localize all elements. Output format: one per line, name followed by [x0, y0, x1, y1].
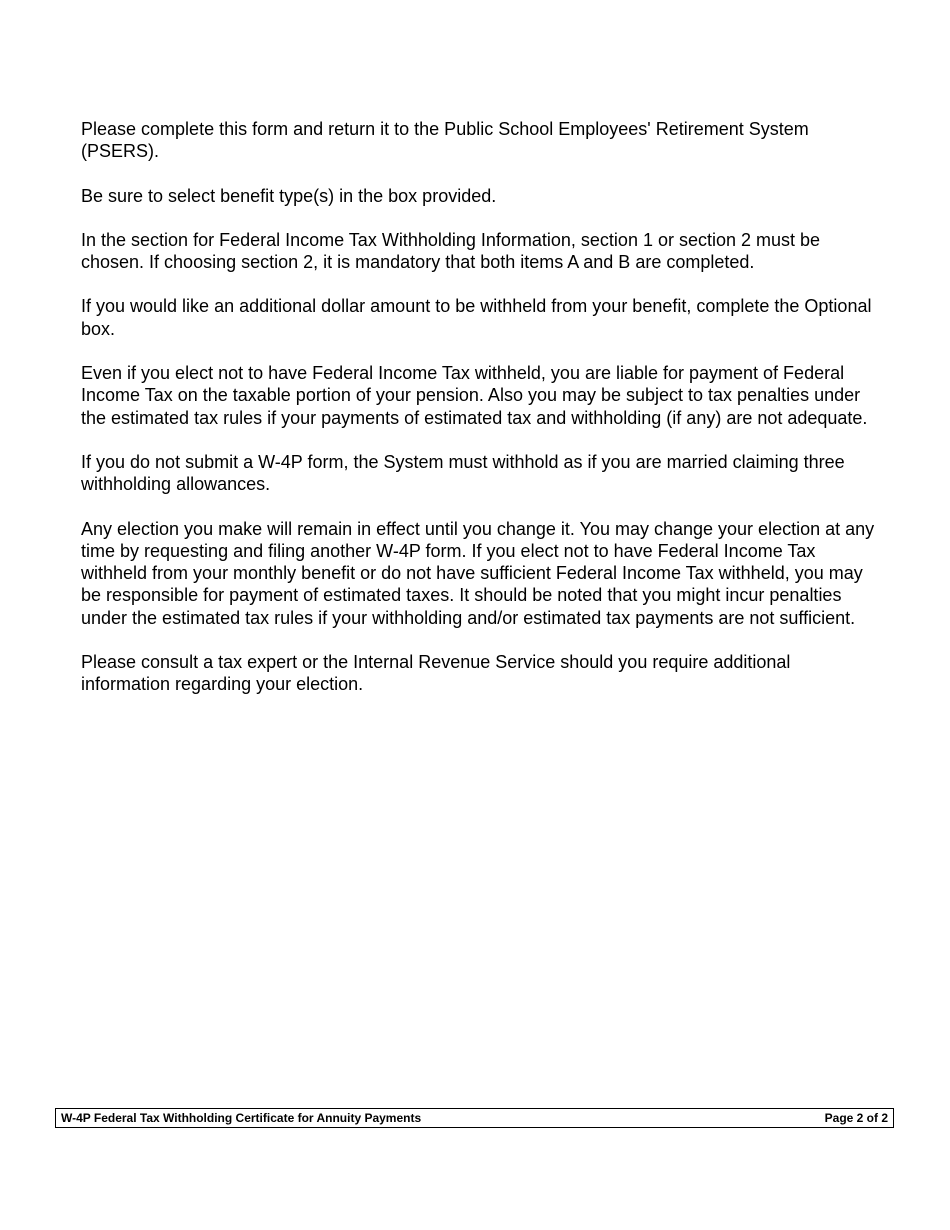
- page-footer: [55, 1108, 894, 1128]
- footer-form-title: W-4P Federal Tax Withholding Certificate for Annuity Payments: [61, 1111, 422, 1125]
- paragraph-benefit-type: Be sure to select benefit type(s) in the box provided.: [81, 185, 497, 206]
- paragraph-optional-box: If you would like an additional dollar amount to be withheld from your benefit, complete the Optional box.: [81, 296, 872, 339]
- instructions-body: [81, 118, 881, 718]
- paragraph-default-withholding: If you do not submit a W-4P form, the System must withhold as if you are married claiming three withholding allowances.: [81, 451, 845, 495]
- footer-page-number: Page 2 of 2: [824, 1111, 888, 1125]
- paragraph-withholding-sections: In the section for Federal Income Tax Withholding Information, section 1 or section 2 must be chosen. If choosing section 2, it is mandatory that both items A and B are completed.: [81, 229, 821, 273]
- paragraph-election-effect: Any election you make will remain in effect until you change it. You may change your election at any time by requesting and filing another W-4P form. If you elect not to have Federal Income Tax withheld from your monthly benefit or do not have sufficient Federal Income Tax withheld, you may be responsible for payment of estimated taxes. It should be noted that you might incur penalties under the estimated tax rules if your withholding and/or estimated tax payments are not sufficient.: [81, 518, 875, 628]
- paragraph-tax-liability: Even if you elect not to have Federal Income Tax withheld, you are liable for payment of Federal Income Tax on the taxable portion of your pension. Also you may be subject to tax penalties under the estimated tax rules if your payments of estimated tax and withholding (if any) are not adequate.: [81, 363, 868, 428]
- paragraph-consult-expert: Please consult a tax expert or the Internal Revenue Service should you require additional information regarding your election.: [81, 652, 791, 695]
- paragraph-return-form: Please complete this form and return it to the Public School Employees' Retirement System (PSERS).: [81, 119, 809, 162]
